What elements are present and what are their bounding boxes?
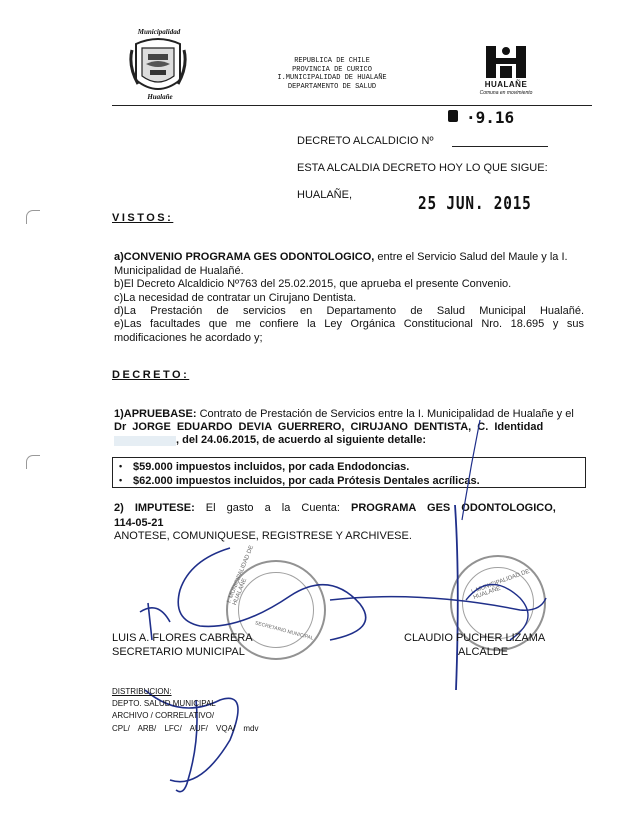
place: HUALAÑE,	[297, 189, 353, 201]
decreto-p1-line2: Dr JORGE EDUARDO DEVIA GUERRERO, CIRUJANO DENTISTA, C. Identidad	[114, 421, 544, 433]
distribution-line: DEPTO. SALUD MUNICIPAL	[112, 699, 216, 708]
distribution-line: ARCHIVO / CORRELATIVO/	[112, 711, 215, 720]
logo-name: HUALAÑE	[484, 80, 528, 89]
punch-mark	[26, 210, 40, 224]
seal-bottom-text: Hualañe	[147, 93, 173, 101]
letterhead-line: DEPARTAMENTO DE SALUD	[287, 82, 377, 91]
seal-top-text: Municipalidad	[137, 28, 181, 36]
decreto-p2-text: El gasto a la Cuenta:	[194, 502, 340, 514]
distribution-title: DISTRIBUCION:	[112, 687, 172, 696]
decreto-p2-account: PROGRAMA GES ODONTOLOGICO,	[350, 502, 556, 514]
punch-mark	[26, 455, 40, 469]
decreto-title: DECRETO:	[112, 369, 190, 381]
vistos-c: c)La necesidad de contratar un Cirujano Dentista.	[114, 292, 357, 304]
decreto-p1-text: Contrato de Prestación de Servicios entre la I. Municipalidad de Hualañe y el	[196, 408, 574, 420]
right-signer-name: CLAUDIO PUCHER LIZAMA	[404, 632, 546, 644]
vistos-a-text: entre el Servicio Salud del Maule y la I. Municipalidad de Hualañé.	[114, 251, 568, 277]
decreto-p1-bold: 1)APRUEBASE:	[114, 408, 197, 420]
left-signer-name: LUIS A. FLORES CABRERA	[112, 632, 253, 644]
decree-number: ·9.16	[466, 108, 515, 127]
decree-label: DECRETO ALCALDICIO Nº	[297, 135, 434, 147]
left-signer-title: SECRETARIO MUNICIPAL	[112, 646, 245, 658]
vistos-title: VISTOS:	[112, 212, 174, 224]
date-stamp: 25 JUN. 2015	[418, 193, 532, 214]
letterhead-line: REPUBLICA DE CHILE	[294, 57, 370, 65]
closing-line: ANOTESE, COMUNIQUESE, REGISTRESE Y ARCHIVESE.	[114, 530, 412, 542]
vistos-b: b)El Decreto Alcaldicio Nº763 del 25.02.2015, que aprueba el presente Convenio.	[114, 278, 512, 290]
stamp-left-text: I. MUNICIPALIDAD DE HUALAÑE	[226, 544, 256, 607]
vistos-a-bold: a)CONVENIO PROGRAMA GES ODONTOLOGICO,	[114, 251, 375, 263]
tariff-item: • $59.000 impuestos incluidos, por cada Endodoncias.	[119, 460, 579, 474]
distribution-line: CPL/ ARB/ LFC/ AUF/ VQA/ mdv	[112, 724, 259, 733]
stamp-left-inner: SECRETARIO MUNICIPAL	[254, 620, 315, 642]
logo-tagline: Comuna en movimiento	[479, 90, 533, 96]
vistos-e: e)Las facultades que me confiere la Ley Orgánica Constitucional Nro. 18.695 y sus modificaciones he acordado y;	[114, 318, 584, 344]
right-signer-title: ALCALDE	[458, 646, 509, 658]
tariff-item: • $62.000 impuestos incluidos, por cada Prótesis Dentales acrílicas.	[119, 474, 579, 488]
stamp-right-text: I. MUNICIPALIDAD DE HUALAÑE	[470, 568, 531, 602]
vistos-d: d)La Prestación de servicios en Departamento de Salud Municipal Hualañé.	[114, 305, 584, 317]
decreto-p2-bold: 2) IMPUTESE:	[114, 502, 195, 514]
decreto-p1-line3: , del 24.06.2015, de acuerdo al siguiente detalle:	[176, 434, 427, 446]
decreto-p2-code: 114-05-21	[114, 517, 164, 529]
letterhead-line: PROVINCIA DE CURICO	[292, 65, 372, 74]
alcaldia-line: ESTA ALCALDIA DECRETO HOY LO QUE SIGUE:	[297, 162, 548, 174]
letterhead-line: I.MUNICIPALIDAD DE HUALAÑE	[277, 74, 387, 82]
